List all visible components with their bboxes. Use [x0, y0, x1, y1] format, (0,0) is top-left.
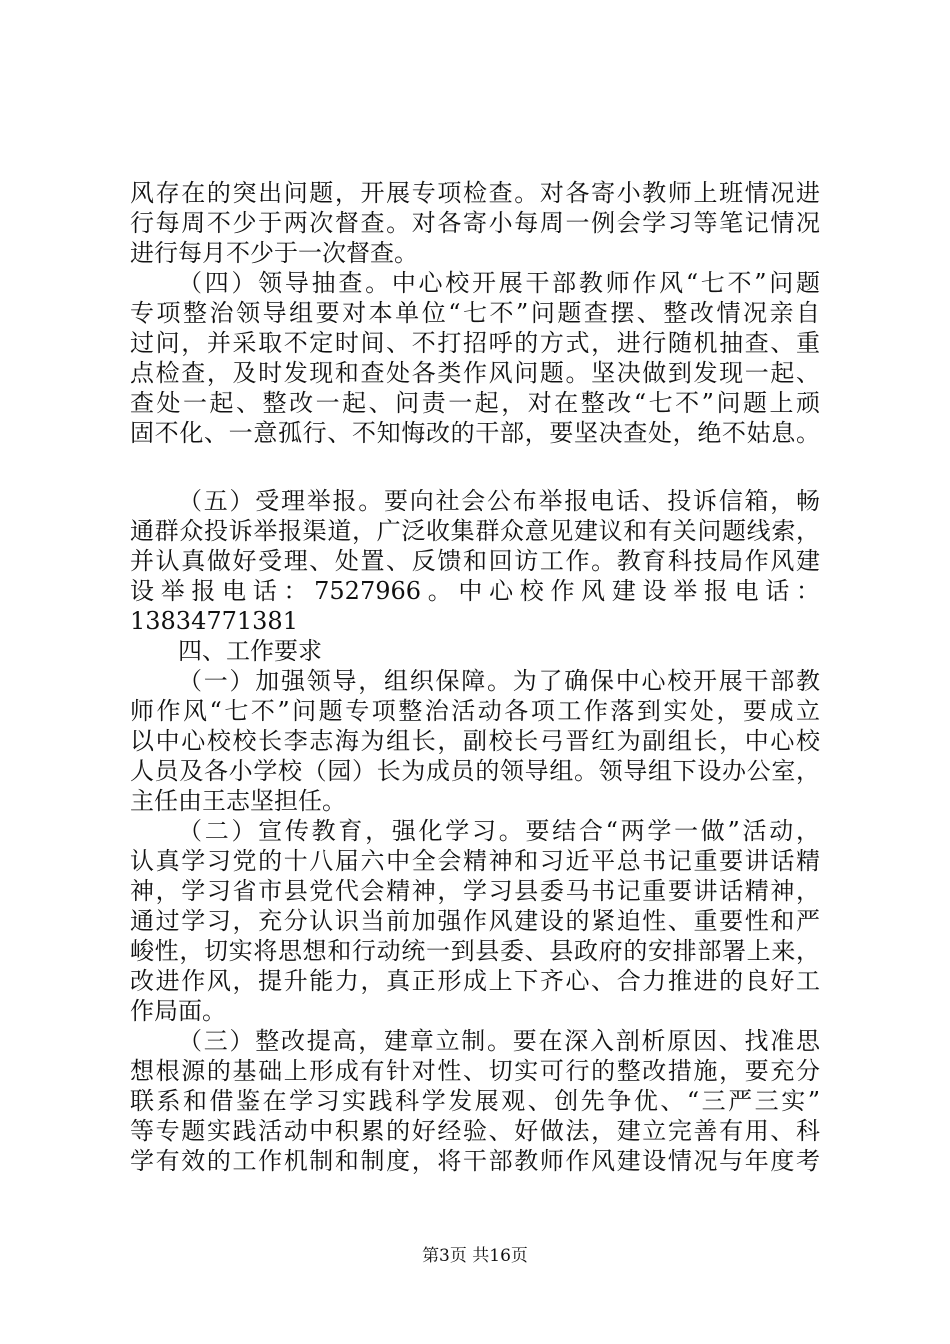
paragraph-first-line: （四）领导抽查。中心校开展干部教师作风“七不”问题	[178, 269, 820, 297]
body-line: 通过学习，充分认识当前加强作风建设的紧迫性、重要性和严	[130, 907, 820, 935]
body-line: 人员及各小学校（园）长为成员的领导组。领导组下设办公室，	[130, 757, 820, 785]
body-line: 过问，并采取不定时间、不打招呼的方式，进行随机抽查、重	[130, 329, 820, 357]
section-heading: 四、工作要求	[178, 637, 322, 665]
body-line: 想根源的基础上形成有针对性、切实可行的整改措施，要充分	[130, 1057, 820, 1085]
body-line: 以中心校校长李志海为组长，副校长弓晋红为副组长，中心校	[130, 727, 820, 755]
body-line: 风存在的突出问题，开展专项检查。对各寄小教师上班情况进	[130, 179, 820, 207]
body-line: 神，学习省市县党代会精神，学习县委马书记重要讲话精神，	[130, 877, 820, 905]
paragraph-first-line: （五）受理举报。要向社会公布举报电话、投诉信箱，畅	[178, 487, 820, 515]
body-line: 专项整治领导组要对本单位“七不”问题查摆、整改情况亲自	[130, 299, 820, 327]
paragraph-first-line: （一）加强领导，组织保障。为了确保中心校开展干部教	[178, 667, 820, 695]
body-line: 主任由王志坚担任。	[130, 787, 346, 815]
page-number-footer: 第3页 共16页	[422, 1246, 528, 1266]
body-line: 等专题实践活动中积累的好经验、好做法，建立完善有用、科	[130, 1117, 820, 1145]
body-line: 师作风“七不”问题专项整治活动各项工作落到实处，要成立	[130, 697, 820, 725]
body-line: 作局面。	[130, 997, 226, 1025]
body-line: 学有效的工作机制和制度，将干部教师作风建设情况与年度考	[130, 1147, 820, 1175]
body-line: 并认真做好受理、处置、反馈和回访工作。教育科技局作风建	[130, 547, 820, 575]
body-line: 通群众投诉举报渠道，广泛收集群众意见建议和有关问题线索，	[130, 517, 820, 545]
body-line: 查处一起、整改一起、问责一起，对在整改“七不”问题上顽	[130, 389, 820, 417]
body-line: 13834771381	[130, 607, 298, 635]
body-line: 固不化、一意孤行、不知悔改的干部，要坚决查处，绝不姑息。	[130, 419, 820, 447]
body-line: 改进作风，提升能力，真正形成上下齐心、合力推进的良好工	[130, 967, 820, 995]
body-line: 峻性，切实将思想和行动统一到县委、县政府的安排部署上来，	[130, 937, 820, 965]
body-line: 设举报电话：7527966。中心校作风建设举报电话：	[130, 577, 820, 605]
paragraph-first-line: （三）整改提高，建章立制。要在深入剖析原因、找准思	[178, 1027, 820, 1055]
body-line: 进行每月不少于一次督查。	[130, 239, 418, 267]
body-line: 联系和借鉴在学习实践科学发展观、创先争优、“三严三实”	[130, 1087, 820, 1115]
body-line: 认真学习党的十八届六中全会精神和习近平总书记重要讲话精	[130, 847, 820, 875]
body-line: 点检查，及时发现和查处各类作风问题。坚决做到发现一起、	[130, 359, 820, 387]
body-line: 行每周不少于两次督查。对各寄小每周一例会学习等笔记情况	[130, 209, 820, 237]
paragraph-first-line: （二）宣传教育，强化学习。要结合“两学一做”活动，	[178, 817, 820, 845]
